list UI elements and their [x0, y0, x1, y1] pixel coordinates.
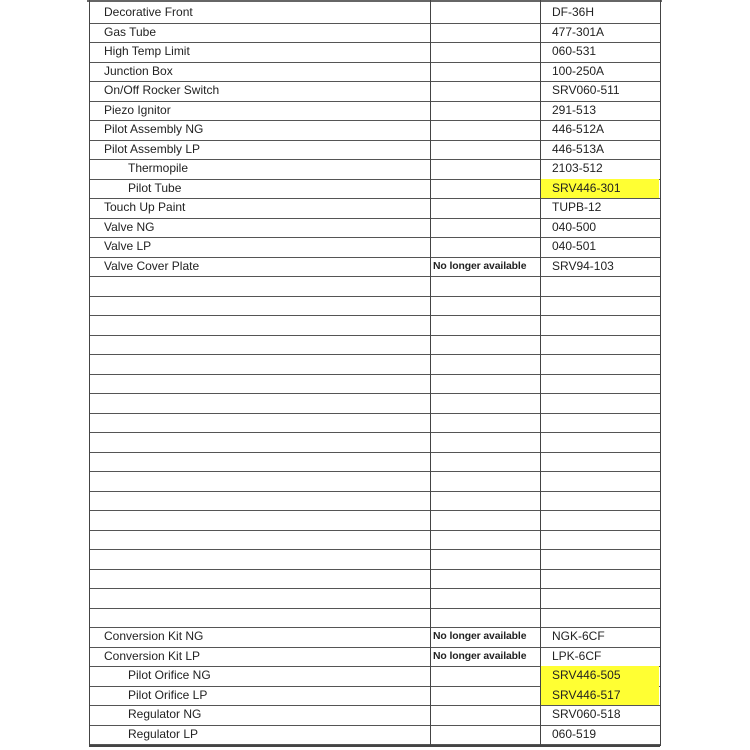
availability-note-cell	[433, 725, 539, 745]
part-name-cell: Piezo Ignitor	[104, 102, 171, 117]
empty-table-row	[0, 354, 750, 374]
part-name-cell: Regulator NG	[128, 707, 202, 721]
part-number-cell: NGK-6CF	[552, 629, 605, 643]
part-number-cell: 291-513	[552, 102, 597, 117]
part-name-cell: Pilot Tube	[128, 180, 182, 195]
part-number-cell: 446-513A	[552, 141, 605, 156]
part-number-cell: 060-531	[552, 44, 597, 58]
empty-table-row	[0, 530, 750, 550]
table-row	[0, 666, 750, 686]
table-row	[0, 686, 750, 706]
table-row	[0, 647, 750, 667]
availability-note-cell	[433, 3, 539, 23]
empty-table-row	[0, 296, 750, 316]
availability-note-cell: No longer available	[433, 631, 527, 642]
part-number-cell: 040-500	[552, 219, 597, 234]
part-number-cell: 477-301A	[552, 24, 605, 39]
part-name-cell: Conversion Kit NG	[104, 629, 204, 643]
part-name-cell: Thermopile	[128, 161, 189, 175]
empty-table-row	[0, 608, 750, 628]
empty-table-row	[0, 452, 750, 472]
empty-table-row	[0, 393, 750, 413]
empty-table-row	[0, 549, 750, 569]
part-name-cell: Junction Box	[104, 63, 173, 78]
part-number-cell: 100-250A	[552, 63, 605, 78]
part-number-cell: SRV446-517	[541, 686, 659, 706]
empty-table-row	[0, 335, 750, 355]
availability-note-cell	[433, 159, 539, 179]
availability-note-cell	[433, 666, 539, 686]
table-row	[0, 627, 750, 647]
empty-table-row	[0, 471, 750, 491]
table-row	[0, 3, 750, 23]
table-row	[0, 257, 750, 277]
empty-table-row	[0, 276, 750, 296]
part-name-cell: Valve Cover Plate	[104, 258, 200, 273]
availability-note-cell	[433, 101, 539, 121]
column-divider	[540, 0, 541, 746]
table-top-border	[87, 0, 662, 2]
table-row	[0, 42, 750, 62]
availability-note-cell	[433, 686, 539, 706]
part-name-cell: Pilot Orifice NG	[128, 668, 211, 682]
empty-table-row	[0, 315, 750, 335]
table-row	[0, 120, 750, 140]
part-number-cell: DF-36H	[552, 5, 595, 19]
availability-note-cell	[433, 705, 539, 725]
part-name-cell: Decorative Front	[104, 5, 193, 19]
table-row	[0, 198, 750, 218]
part-number-cell: SRV94-103	[552, 258, 614, 273]
part-number-cell: SRV446-301	[541, 179, 659, 199]
table-bottom-border	[89, 745, 660, 747]
empty-table-row	[0, 510, 750, 530]
empty-table-row	[0, 491, 750, 511]
part-name-cell: Valve NG	[104, 219, 155, 234]
table-row	[0, 237, 750, 257]
part-name-cell: Valve LP	[104, 239, 152, 253]
availability-note-cell	[433, 120, 539, 140]
part-number-cell: SRV060-511	[552, 83, 620, 97]
empty-table-row	[0, 413, 750, 433]
column-divider	[430, 0, 431, 746]
part-name-cell: Pilot Assembly LP	[104, 141, 201, 156]
table-row	[0, 218, 750, 238]
availability-note-cell	[433, 42, 539, 62]
table-row	[0, 81, 750, 101]
table-row	[0, 23, 750, 43]
part-name-cell: High Temp Limit	[104, 44, 190, 58]
part-number-cell: SRV060-518	[552, 707, 621, 721]
table-row	[0, 705, 750, 725]
part-name-cell: Regulator LP	[128, 726, 199, 741]
part-name-cell: Pilot Orifice LP	[128, 687, 208, 702]
availability-note-cell: No longer available	[433, 650, 527, 662]
part-name-cell: Touch Up Paint	[104, 200, 186, 214]
part-name-cell: On/Off Rocker Switch	[104, 83, 220, 97]
part-number-cell: 446-512A	[552, 122, 605, 136]
table-row	[0, 101, 750, 121]
availability-note-cell	[433, 237, 539, 257]
part-number-cell: 040-501	[552, 239, 597, 253]
empty-table-row	[0, 374, 750, 394]
part-number-cell: LPK-6CF	[552, 648, 602, 663]
table-row	[0, 159, 750, 179]
availability-note-cell: No longer available	[433, 260, 527, 272]
availability-note-cell	[433, 218, 539, 238]
empty-table-row	[0, 432, 750, 452]
availability-note-cell	[433, 23, 539, 43]
empty-table-row	[0, 569, 750, 589]
part-number-cell: SRV446-505	[541, 666, 659, 686]
part-name-cell: Gas Tube	[104, 24, 157, 39]
part-number-cell: 2103-512	[552, 161, 603, 175]
table-row	[0, 725, 750, 745]
column-divider	[89, 0, 90, 746]
part-name-cell: Conversion Kit LP	[104, 648, 201, 663]
availability-note-cell	[433, 62, 539, 82]
part-number-cell: TUPB-12	[552, 200, 602, 214]
availability-note-cell	[433, 140, 539, 160]
table-row	[0, 179, 750, 199]
part-name-cell: Pilot Assembly NG	[104, 122, 204, 136]
availability-note-cell	[433, 179, 539, 199]
part-number-cell: 060-519	[552, 726, 597, 741]
empty-table-row	[0, 588, 750, 608]
table-row	[0, 140, 750, 160]
table-row	[0, 62, 750, 82]
availability-note-cell	[433, 81, 539, 101]
availability-note-cell	[433, 198, 539, 218]
column-divider	[660, 0, 661, 746]
